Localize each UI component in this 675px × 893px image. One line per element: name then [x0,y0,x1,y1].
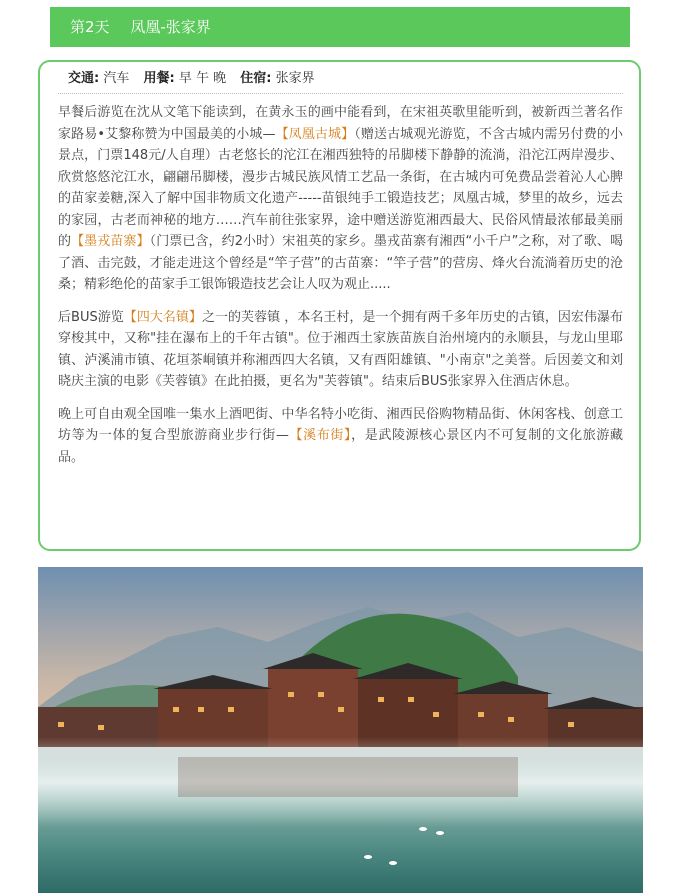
highlight-morong: 【墨戎苗寨】 [71,234,150,249]
p2-text-2: 之一的芙蓉镇 ，本名王村，是一个拥有两千多年历史的古镇，因宏伟瀑布穿梭其中，又称"挂在瀑布上的千年古镇"。位于湘西土家族苗族自治州境内的永顺县，与龙山里耶镇、泸溪浦市镇、花垣茶峒镇并称湘西四大名镇，又有酉阳雄镇、"小南京"之美誉。后因姜文和刘晓庆主演的电影《芙蓉镇》在此拍摄，更名为"芙蓉镇"。结束后BUS张家界入住酒店休息。 [58,309,623,389]
transport-label: 交通: [68,71,100,86]
description-paragraph-2 [58,307,623,393]
highlight-four-towns: 【四大名镇】 [123,309,202,325]
p1-text-1: 早餐后游览在沈从文笔下能读到，在黄永玉的画中能看到，在宋祖英歌里能听到，被新西兰著名作家路易•艾黎称赞为中国最美的小城— [58,105,623,142]
highlight-xibu-street: 【溪布街】 [288,428,352,443]
stay-value: 张家界 [275,71,315,86]
meals-value: 早 午 晚 [178,71,227,86]
description-paragraph-1 [58,102,623,296]
highlight-fenghuang: 【凤凰古城】 [275,126,355,142]
p3-text-1: 晚上可自由观全国唯一集水上酒吧街、中华名特小吃街、湘西民俗购物精品街、休闲客栈、创意工坊等为一体的复合型旅游商业步行街— [58,406,623,443]
p1-text-2: （赠送古城观光游览，不含古城内需另付费的小景点，门票148元/人自理）古老悠长的沱江在湘西独特的吊脚楼下静静的流淌，沿沱江两岸漫步、欣赏悠悠沱江水，翩翩吊脚楼，漫步古城民族风情工艺品一条街，在古城内可免费品尝着沁人心脾的苗家姜糖,深入了解中国非物质文化遗产-----苗银纯手工锻造技艺；凤凰古城，梦里的故乡，远去的家园，古老而神秘的地方……汽车前往张家界，途中赠送游览湘西最大、民俗风情最浓郁最美丽的 [58,126,623,249]
day-header [50,7,630,47]
trip-meta [58,68,623,94]
day-route: 凤凰-张家界 [130,18,211,36]
p1-text-3: （门票已含，约2小时）宋祖英的家乡。墨戎苗寨有湘西“小千户”之称，对了歌、喝了酒、击完鼓，才能走进这个曾经是“竿子营”的古苗寨：“竿子营”的营房、烽火台流淌着历史的沧桑；精彩绝伦的苗家手工银饰锻造技艺会让人叹为观止..... [58,234,623,292]
day-number: 第2天 [70,18,110,36]
transport-value: 汽车 [103,71,130,86]
stay-label: 住宿: [240,71,272,86]
p2-text-1: 后BUS游览 [58,309,124,325]
meals-label: 用餐: [143,71,175,86]
description-paragraph-3 [58,404,623,469]
fenghuang-town-photo [38,567,643,893]
p3-text-2: ，是武陵源核心景区内不可复制的文化旅游藏品。 [58,428,623,465]
itinerary-card [38,60,641,551]
